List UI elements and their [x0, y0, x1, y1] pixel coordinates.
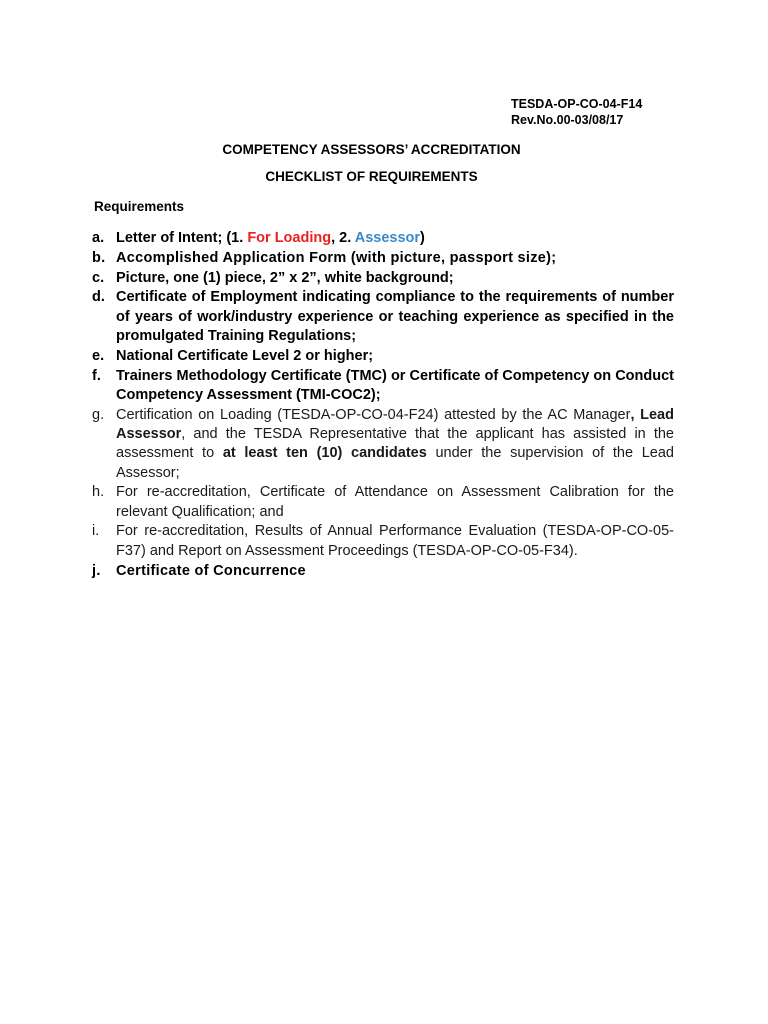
- requirement-item-j: [92, 562, 674, 581]
- item-text: Picture, one (1) piece, 2” x 2”, white background;: [116, 269, 454, 286]
- item-marker: g.: [92, 406, 105, 423]
- item-text: , and the TESDA Representative that the applicant has assisted in the assessment to: [116, 425, 674, 462]
- item-marker: a.: [92, 230, 105, 246]
- form-code-block: [511, 96, 642, 128]
- document-title: COMPETENCY ASSESSORS’ ACCREDITATION: [222, 142, 521, 157]
- item-text: Certificate of Employment indicating compliance to the requirements of number of years of work/industry experience or teaching experience as specified in the promulgated Training Regulations;: [116, 289, 674, 344]
- requirement-item-c: [92, 269, 674, 288]
- item-marker: b.: [92, 249, 106, 266]
- item-text: Trainers Methodology Certificate (TMC) or Certificate of Competency on Conduct Competency Assessment (TMI-COC2);: [116, 367, 674, 403]
- item-marker: e.: [92, 347, 105, 364]
- requirements-list: [92, 229, 674, 581]
- item-marker: j.: [92, 562, 101, 579]
- item-marker: h.: [92, 484, 105, 501]
- form-code: TESDA-OP-CO-04-F14: [511, 97, 643, 111]
- revision-number: Rev.No.00-03/08/17: [511, 113, 624, 127]
- item-marker: c.: [92, 269, 105, 286]
- item-text: Certification on Loading (TESDA-OP-CO-04-F24) attested by the AC Manager: [116, 406, 631, 423]
- requirement-item-g: [92, 406, 674, 483]
- item-text: Accomplished Application Form (with picture, passport size);: [116, 249, 557, 266]
- candidates-count-text: at least ten (10) candidates: [222, 445, 427, 462]
- requirement-item-i: [92, 522, 674, 561]
- requirement-item-b: [92, 249, 674, 268]
- for-loading-text: For Loading: [247, 230, 332, 246]
- assessor-text: Assessor: [354, 230, 421, 246]
- requirement-item-e: [92, 347, 674, 366]
- item-text: Letter of Intent; (1.: [116, 230, 248, 246]
- item-text-bold: ,: [630, 406, 641, 423]
- item-text: Certificate of Concurrence: [116, 562, 306, 579]
- item-marker: d.: [92, 289, 105, 306]
- item-text: National Certificate Level 2 or higher;: [116, 347, 374, 364]
- item-text: For re-accreditation, Results of Annual Performance Evaluation (TESDA-OP-CO-05-F37) and Report on Assessment Proceedings (TESDA-OP-CO-05-F34).: [116, 523, 674, 559]
- requirement-item-a: [92, 229, 674, 248]
- requirement-item-f: [92, 367, 674, 406]
- requirement-item-h: [92, 483, 674, 522]
- item-text: For re-accreditation, Certificate of Attendance on Assessment Calibration for the relevant Qualification; and: [116, 484, 674, 520]
- lead-assessor-text: Lead Assessor: [116, 406, 674, 442]
- requirement-item-d: [92, 288, 674, 346]
- item-text: , 2.: [331, 230, 355, 246]
- item-text: under the supervision of the Lead Assessor;: [116, 445, 674, 481]
- document-subtitle: CHECKLIST OF REQUIREMENTS: [265, 169, 478, 184]
- item-marker: f.: [92, 367, 101, 384]
- requirements-heading: Requirements: [94, 199, 185, 214]
- item-text: ): [420, 230, 425, 246]
- item-marker: i.: [92, 523, 100, 540]
